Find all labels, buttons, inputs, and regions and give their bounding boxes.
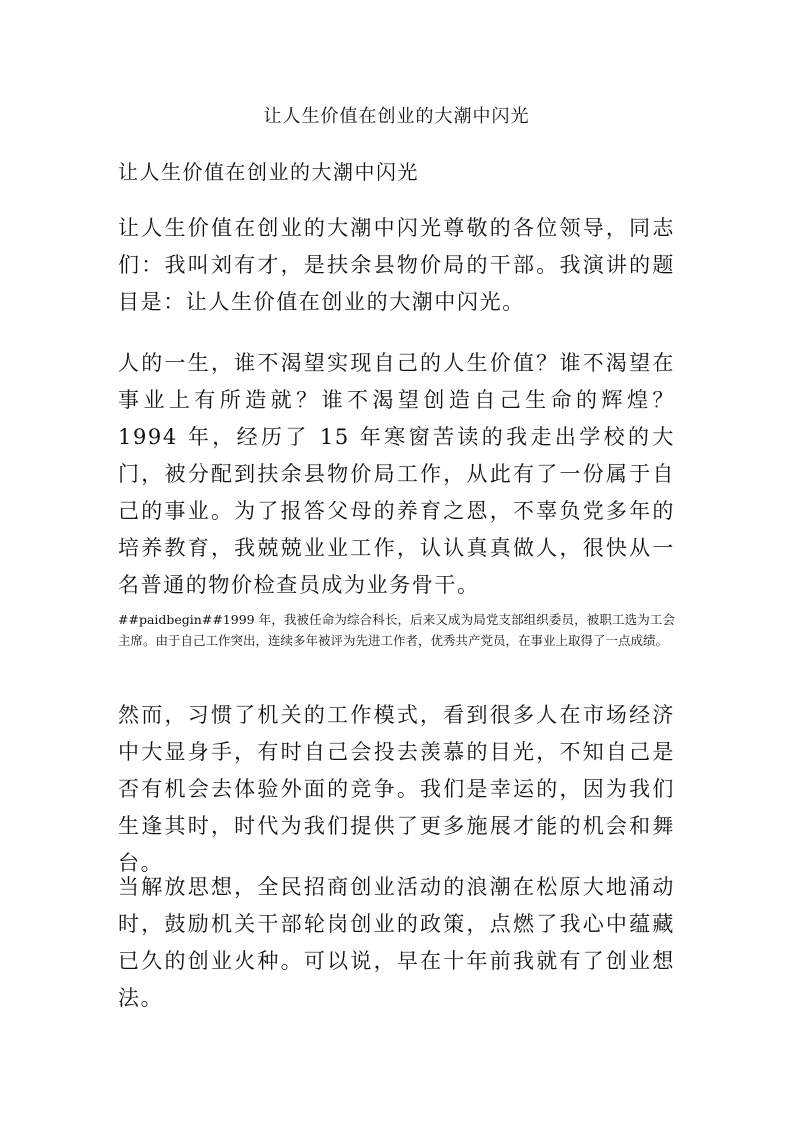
paragraph-intro: 让人生价值在创业的大潮中闪光尊敬的各位领导，同志们：我叫刘有才，是扶余县物价局的干部。我演讲的题目是：让人生价值在创业的大潮中闪光。 — [118, 216, 675, 314]
paragraph-opportunity: 然而，习惯了机关的工作模式，看到很多人在市场经济中大显身手，有时自己会投去羡慕的目光，不知自己是否有机会去体验外面的竞争。我们是幸运的，因为我们生逢其时，时代为我们提供了更多施展才能的机会和舞台。 — [118, 703, 675, 875]
document-title: 让人生价值在创业的大潮中闪光 — [263, 106, 530, 127]
document-subtitle: 让人生价值在创业的大潮中闪光 — [118, 160, 419, 184]
paragraph-entrepreneurship: 当解放思想，全民招商创业活动的浪潮在松原大地涌动时，鼓励机关干部轮岗创业的政策，点燃了我心中蕴藏已久的创业火种。可以说，早在十年前我就有了创业想法。 — [118, 875, 675, 1010]
paragraph-career: 人的一生，谁不渴望实现自己的人生价值？谁不渴望在事业上有所造就？谁不渴望创造自己生命的辉煌？1994 年，经历了 15 年寒窗苦读的我走出学校的大门，被分配到扶余县物价局工作，从此有了一份属于自己的事业。为了报答父母的养育之恩，不辜负党多年的培养教育，我兢兢业业工作，认认真真做人，很快从一名普通的物价检查员成为业务骨干。 — [118, 351, 675, 597]
paragraph-achievements: ##paidbegin##1999 年，我被任命为综合科长，后来又成为局党支部组织委员，被职工选为工会主席。由于自己工作突出，连续多年被评为先进工作者，优秀共产党员，在事业上取得了一点成绩。 — [118, 612, 675, 648]
